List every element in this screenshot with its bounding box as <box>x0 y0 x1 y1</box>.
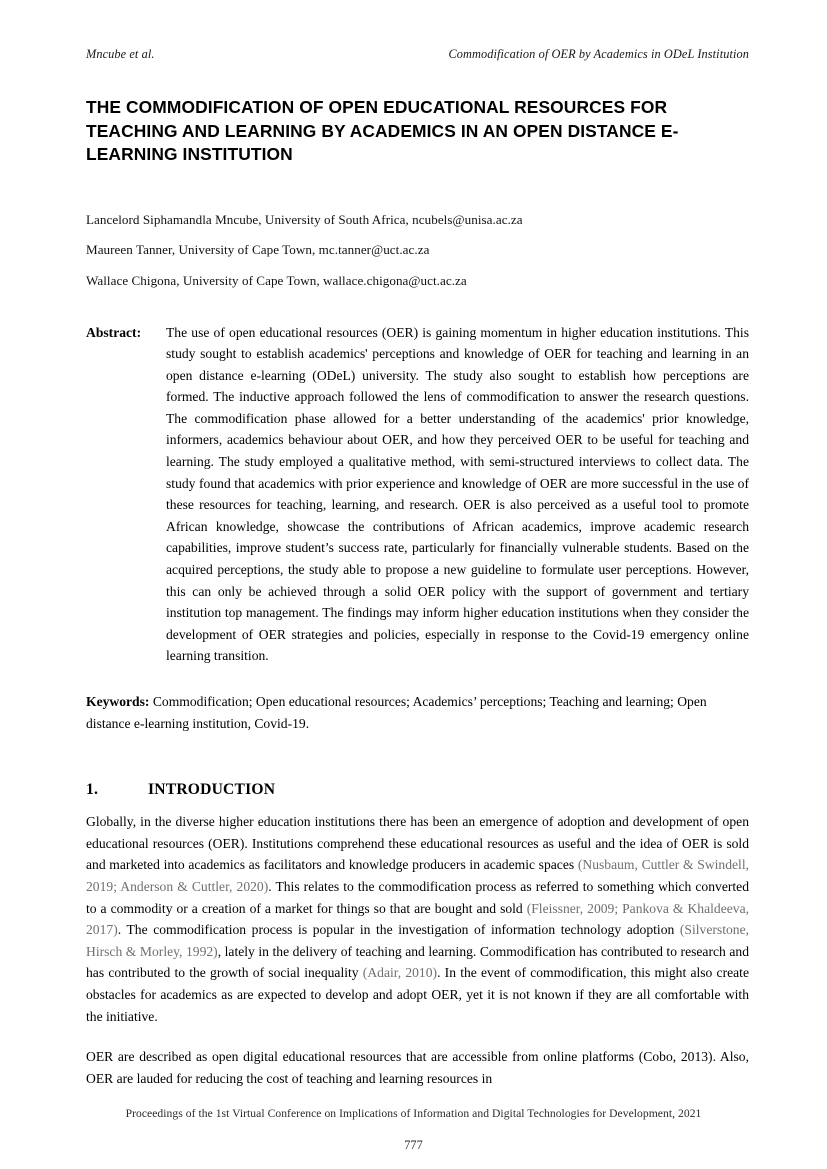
paragraph-text: . In the event of commodification, this might also create obstacles for academics as are expected to develop and adopt OER, yet it is not known if they are all comfortable with the initiative. <box>86 965 749 1024</box>
author-list <box>86 212 749 289</box>
paragraph-text: Globally, in the diverse higher education institutions there has been an emergence of adoption and development of open educational resources (OER). Institutions comprehend these educational resources as useful and the idea of OER is sold and marketed into academics as facilitators and knowledge producers in academic spaces <box>86 814 749 873</box>
running-head-title: Commodification of OER by Academics in ODeL Institution <box>448 47 749 61</box>
paragraph-text: . This relates to the commodification process as referred to something which converted to a commodity or a creation of a market for things so that are bought and sold <box>86 878 749 916</box>
running-head <box>86 47 749 62</box>
citation-reference: (Fleissner, 2009; Pankova & Khaldeeva, 2017) <box>86 900 749 938</box>
citation-reference: (Silverstone, Hirsch & Morley, 1992) <box>86 922 749 959</box>
author-line: Wallace Chigona, University of Cape Town, wallace.chigona@uct.ac.za <box>86 272 467 288</box>
paragraph-text: . The commodification process is popular in the investigation of information technology adoption <box>117 922 680 938</box>
document-content <box>86 96 749 1089</box>
section-number: 1. <box>86 781 99 799</box>
paragraph-text: OER are described as open digital educational resources that are accessible from online platforms (Cobo, 2013). Also, OER are lauded for reducing the cost of teaching and learning resources in <box>86 1049 749 1086</box>
abstract-section <box>86 322 749 668</box>
section-heading-introduction <box>86 781 749 799</box>
paragraph-text: , lately in the delivery of teaching and learning. Commodification has contributed to research and has contributed to the growth of social inequality <box>86 943 749 981</box>
body-paragraphs <box>86 811 749 1089</box>
keywords-section <box>86 691 749 734</box>
footer-note: Proceedings of the 1st Virtual Conference on Implications of Information and Digital Technologies for Development, 2021 <box>125 1107 702 1120</box>
citation-reference: (Adair, 2010) <box>362 965 438 981</box>
section-title: INTRODUCTION <box>148 781 276 799</box>
page-title: THE COMMODIFICATION OF OPEN EDUCATIONAL RESOURCES FOR TEACHING AND LEARNING BY ACADEMICS IN AN OPEN DISTANCE E-LEARNING INSTITUTION <box>86 97 679 164</box>
author-line: Lancelord Siphamandla Mncube, University of South Africa, ncubels@unisa.ac.za <box>86 211 523 227</box>
abstract-label: Abstract: <box>86 324 142 340</box>
keywords-text: Commodification; Open educational resources; Academics’ perceptions; Teaching and learning; Open distance e-learning institution, Covid-19. <box>86 694 707 731</box>
citation-reference: (Nusbaum, Cuttler & Swindell, 2019; Anderson & Cuttler, 2020) <box>86 857 750 894</box>
page-number: 777 <box>404 1138 423 1152</box>
abstract-text: The use of open educational resources (OER) is gaining momentum in higher education institutions. This study sought to establish academics' perceptions and knowledge of OER for teaching and learning in an open distance e-learning (ODeL) university. The study also sought to establish how perceptions are formed. The inductive approach followed the lens of commodification to answer the research questions. The commodification phase allowed for a better understanding of the academics' prior knowledge, informers, academics behaviour about OER, and how they perceived OER to be useful for teaching and learning. The study employed a qualitative method, with semi-structured interviews to collect data. The study found that academics with prior experience and knowledge of OER are more successful in the use of these resources for teaching, learning, and research. OER is also perceived as a useful tool to promote African knowledge, showcase the contributions of African academics, improve academic research capabilities, improve student’s success rate, particularly for financially vulnerable students. Based on the acquired perceptions, the study able to propose a new guideline to formulate user perceptions. However, this can only be achieved through a solid OER policy with the support of government and tertiary institution top management. The findings may inform higher education institutions when they consider the development of OER strategies and policies, especially in response to the Covid-19 emergency online learning transition. <box>166 324 749 664</box>
keywords-label: Keywords: <box>86 694 150 709</box>
page-footer <box>0 1079 827 1169</box>
body-paragraph <box>86 811 749 1027</box>
author-line: Maureen Tanner, University of Cape Town, mc.tanner@uct.ac.za <box>86 242 430 257</box>
running-head-author: Mncube et al. <box>86 47 155 61</box>
